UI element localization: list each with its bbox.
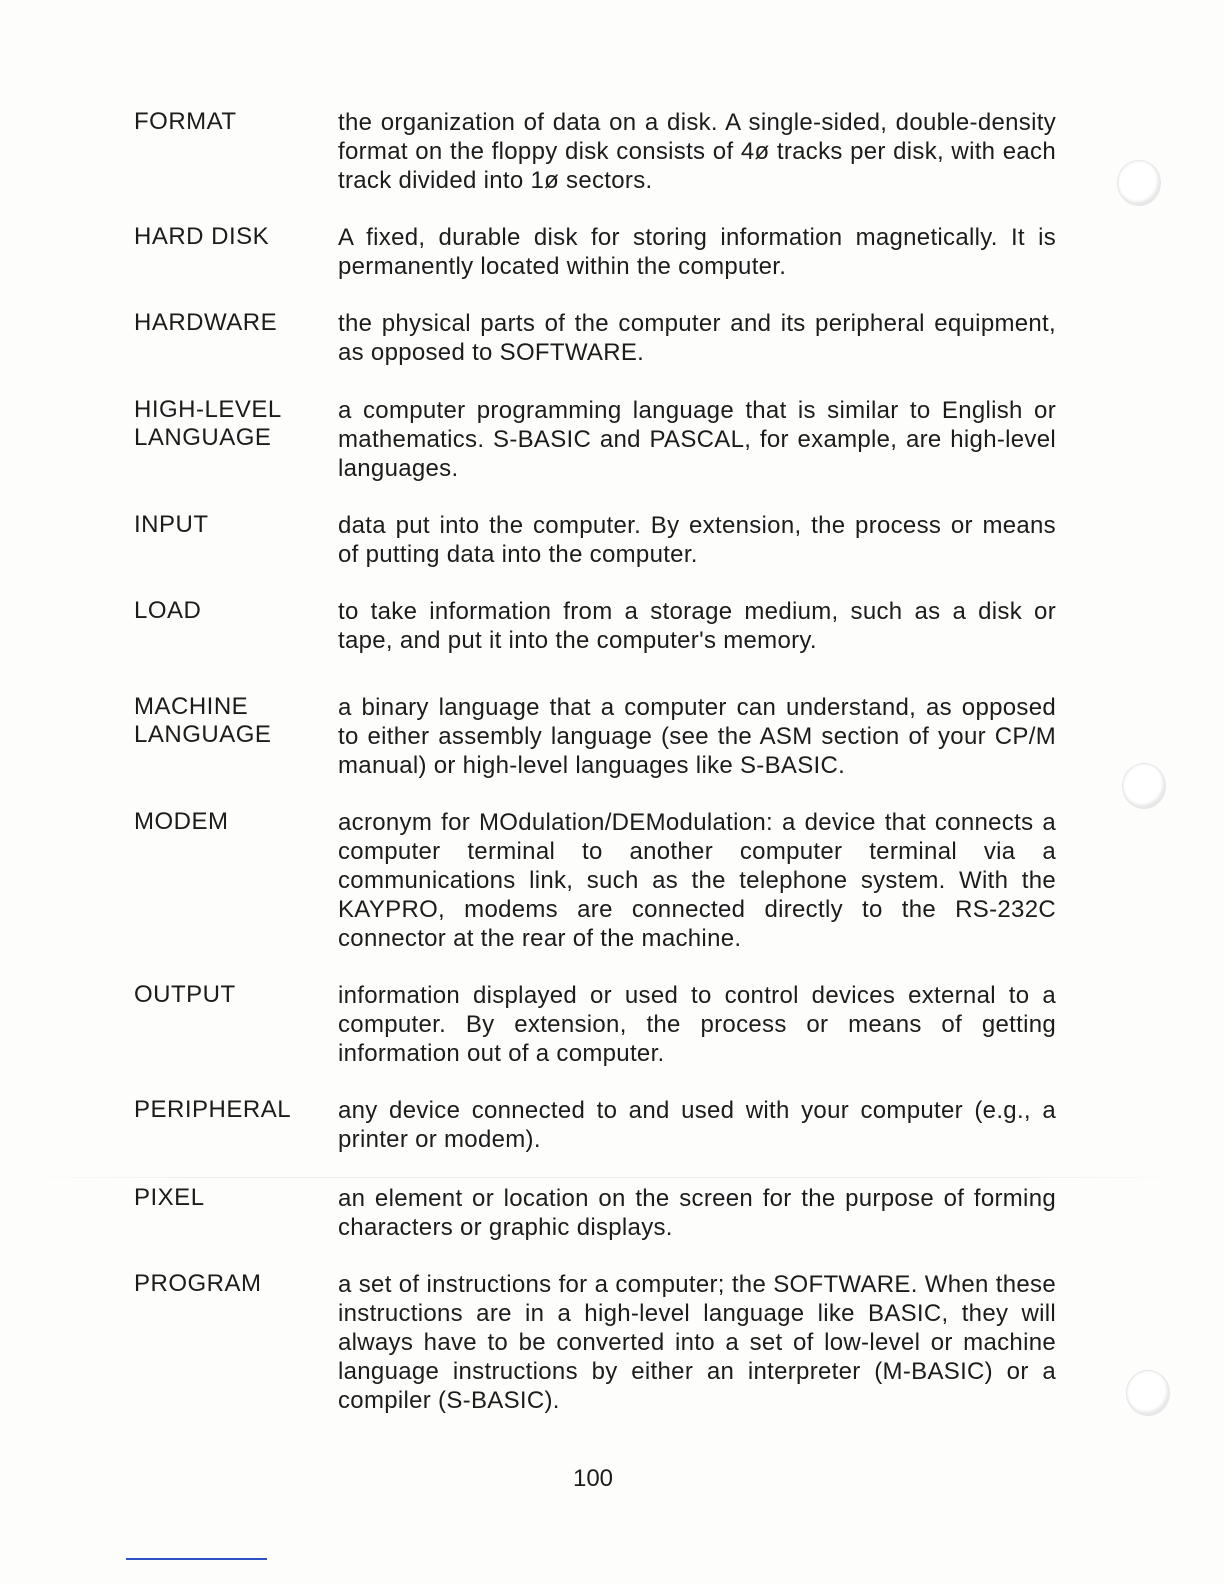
- glossary-definition: the organization of data on a disk. A single-sided, double-density format on the floppy disk consists of 4ø tracks per disk, with each track divided into 1ø sectors.: [338, 109, 1056, 194]
- glossary-term: MODEM: [134, 808, 229, 835]
- page-number: 100: [572, 1465, 614, 1492]
- binder-hole: [1122, 763, 1166, 809]
- glossary-term: PROGRAM: [134, 1270, 262, 1297]
- glossary-term: PERIPHERAL: [134, 1096, 292, 1123]
- glossary-definition: information displayed or used to control devices external to a computer. By extension, the process or means of getting information out of a computer.: [338, 982, 1056, 1067]
- glossary-definition: a set of instructions for a computer; the SOFTWARE. When these instructions are in a high-level language like BASIC, they will always have to be converted into a set of low-level or machine language instructions by either an interpreter (M-BASIC) or a compiler (S-BASIC).: [338, 1271, 1056, 1414]
- glossary-definition: any device connected to and used with your computer (e.g., a printer or modem).: [338, 1097, 1056, 1153]
- glossary-term: PIXEL: [134, 1184, 205, 1211]
- glossary-term: HARD DISK: [134, 223, 270, 250]
- glossary-definition: acronym for MOdulation/DEModulation: a device that connects a computer terminal to another computer terminal via a communications link, such as the telephone system. With the KAYPRO, modems are connected directly to the RS-232C connector at the rear of the machine.: [338, 809, 1056, 952]
- glossary-term: FORMAT: [134, 108, 237, 135]
- glossary-definition: an element or location on the screen for the purpose of forming characters or graphic displays.: [338, 1185, 1056, 1241]
- binder-hole: [1117, 160, 1161, 206]
- glossary-term: HARDWARE: [134, 309, 278, 336]
- glossary-definition: data put into the computer. By extension, the process or means of putting data into the computer.: [338, 512, 1056, 568]
- glossary-definition: to take information from a storage medium, such as a disk or tape, and put it into the computer's memory.: [338, 598, 1056, 654]
- glossary-definition: A fixed, durable disk for storing information magnetically. It is permanently located within the computer.: [338, 224, 1056, 280]
- glossary-term: LOAD: [134, 597, 202, 624]
- glossary-definition: a computer programming language that is similar to English or mathematics. S-BASIC and PASCAL, for example, are high-level languages.: [338, 397, 1056, 482]
- glossary-term: MACHINE LANGUAGE: [134, 693, 272, 748]
- glossary-definition: a binary language that a computer can understand, as opposed to either assembly language (see the ASM section of your CP/M manual) or high-level languages like S-BASIC.: [338, 694, 1056, 779]
- glossary-term: OUTPUT: [134, 981, 236, 1008]
- binder-hole: [1126, 1370, 1170, 1416]
- glossary-term: INPUT: [134, 511, 209, 538]
- glossary-term: HIGH-LEVEL LANGUAGE: [134, 396, 282, 451]
- page-fold-line: [20, 1177, 1190, 1178]
- decorative-underline: [126, 1558, 267, 1560]
- glossary-definition: the physical parts of the computer and its peripheral equipment, as opposed to SOFTWARE.: [338, 310, 1056, 366]
